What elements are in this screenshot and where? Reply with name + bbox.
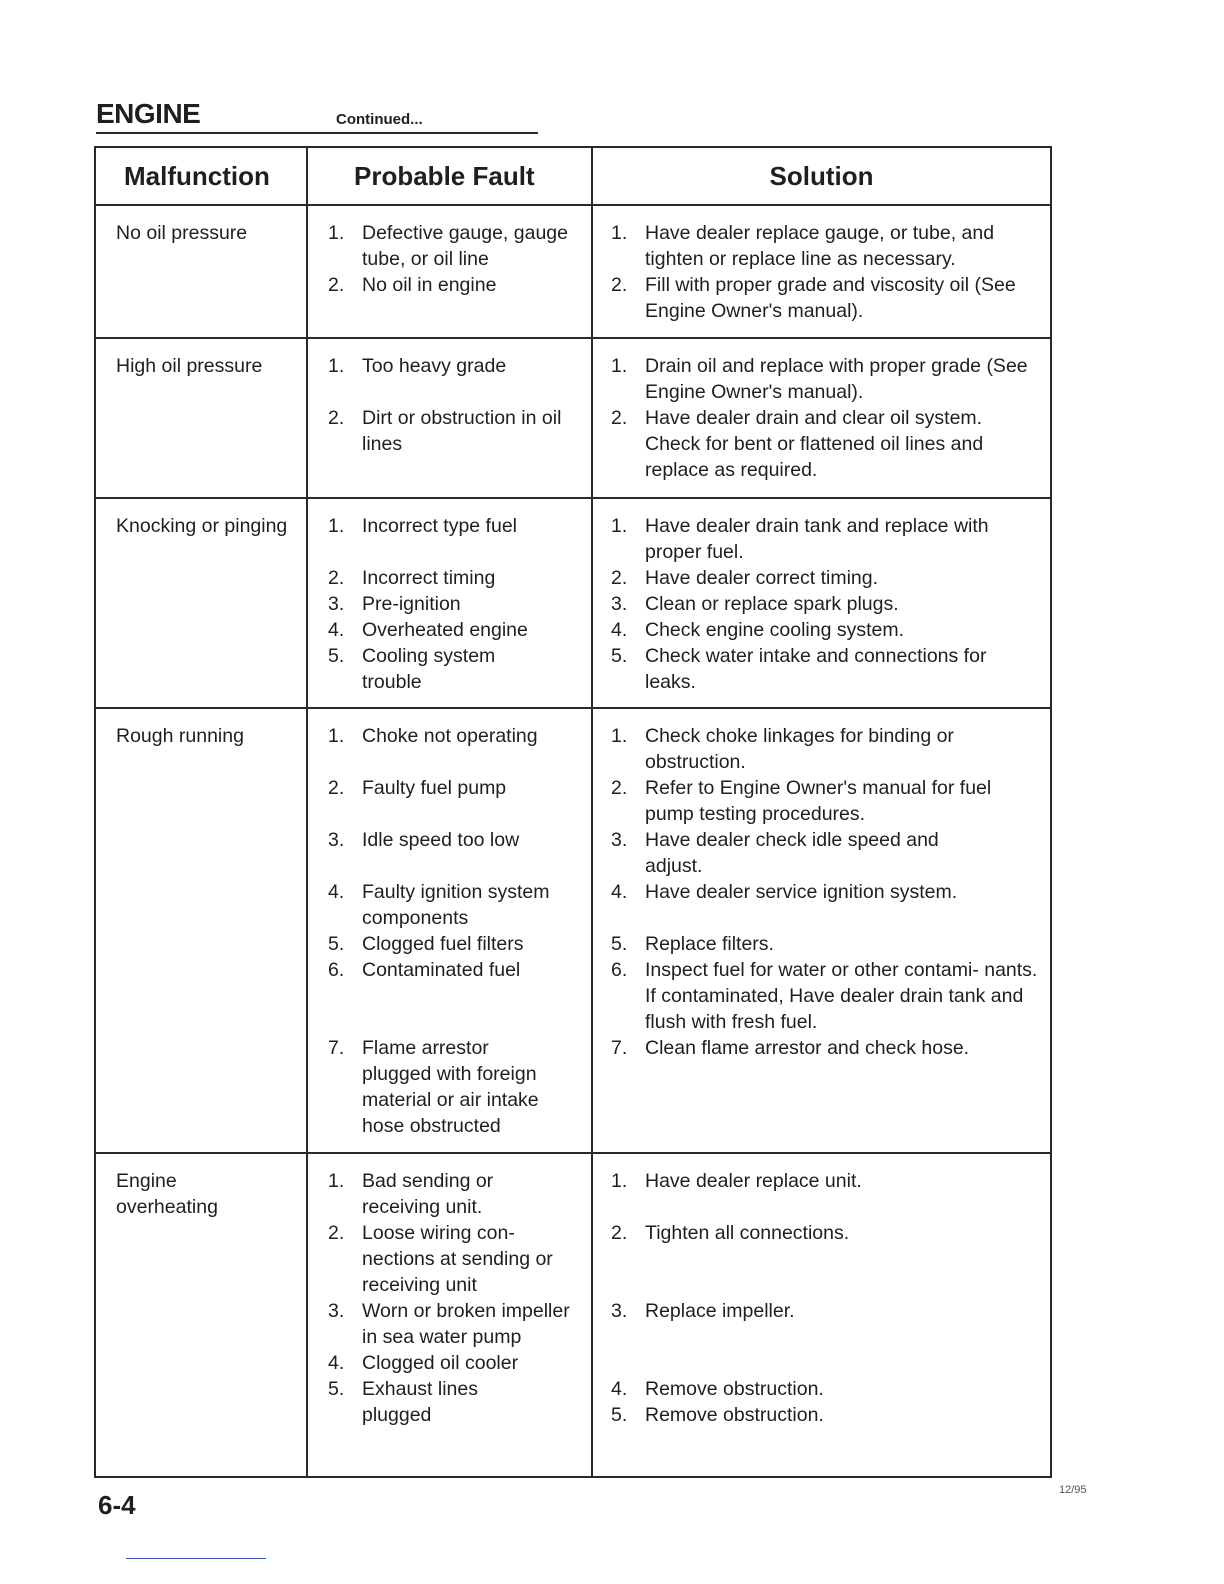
solution-item: 1. Drain oil and replace with proper grade (See Engine Owner's manual). [611, 355, 1028, 403]
solution-item: 6. Inspect fuel for water or other contami- nants. If contaminated, Have dealer drain tank and flush with fresh fuel. [611, 959, 1038, 1033]
fault-item: 4. Clogged oil cooler [328, 1352, 519, 1374]
fault-item: 2. No oil in engine [328, 274, 497, 296]
table-row [96, 499, 1050, 709]
malfunction-cell [96, 1154, 308, 1476]
table-header-row [96, 148, 1050, 206]
table-row [96, 709, 1050, 1154]
section-title: ENGINE [96, 98, 201, 129]
fault-item: 5. Exhaust lines plugged [328, 1378, 478, 1426]
solution-cell [593, 206, 1050, 337]
column-header-malfunction: Malfunction [96, 148, 308, 204]
fault-item: 1. Too heavy grade [328, 355, 507, 377]
solution-item: 2. Tighten all connections. [611, 1222, 850, 1244]
solution-item: 3. Have dealer check idle speed and adjust. [611, 829, 939, 877]
fault-item: 1. Bad sending or receiving unit. [328, 1170, 494, 1218]
fault-item: 2. Faulty fuel pump [328, 777, 507, 799]
solution-item: 3. Replace impeller. [611, 1300, 795, 1322]
column-header-solution: Solution [769, 160, 874, 191]
fault-item: 1. Choke not operating [328, 725, 538, 747]
fault-cell [308, 709, 593, 1152]
fault-item: 3. Worn or broken impeller in sea water pump [328, 1300, 570, 1348]
solution-cell [593, 1154, 1050, 1476]
troubleshooting-table [94, 146, 1052, 1478]
solution-item: 2. Fill with proper grade and viscosity oil (See Engine Owner's manual). [611, 274, 1016, 322]
solution-item: 5. Remove obstruction. [611, 1404, 824, 1426]
solution-item: 2. Have dealer drain and clear oil system. Check for bent or flattened oil lines and replace as required. [611, 407, 984, 481]
fault-item: 3. Pre-ignition [328, 593, 461, 615]
page-number: 6-4 [98, 1490, 136, 1520]
fault-item: 4. Overheated engine [328, 619, 528, 641]
section-header [96, 98, 538, 134]
fault-item: 3. Idle speed too low [328, 829, 520, 851]
fault-cell [308, 206, 593, 337]
solution-item: 4. Remove obstruction. [611, 1378, 824, 1400]
solution-cell [593, 709, 1050, 1152]
fault-cell [308, 1154, 593, 1476]
fault-item: 1. Defective gauge, gauge tube, or oil line [328, 222, 568, 270]
malfunction-cell: High oil pressure [96, 339, 308, 497]
malfunction-cell: No oil pressure [96, 206, 308, 337]
fault-item: 5. Cooling system trouble [328, 645, 496, 693]
fault-item: 2. Loose wiring con- nections at sending or receiving unit [328, 1222, 553, 1296]
fault-item: 5. Clogged fuel filters [328, 933, 524, 955]
solution-item: 4. Have dealer service ignition system. [611, 881, 958, 903]
fault-item: 7. Flame arrestor plugged with foreign material or air intake hose obstructed [328, 1037, 539, 1137]
solution-item: 2. Refer to Engine Owner's manual for fuel pump testing procedures. [611, 777, 992, 825]
solution-item: 5. Check water intake and connections for leaks. [611, 645, 987, 693]
fault-cell [308, 339, 593, 497]
solution-item: 2. Have dealer correct timing. [611, 567, 879, 589]
fault-item: 4. Faulty ignition system components [328, 881, 550, 929]
solution-item: 1. Have dealer drain tank and replace with proper fuel. [611, 515, 989, 563]
fault-item: 1. Incorrect type fuel [328, 515, 517, 537]
solution-item: 4. Check engine cooling system. [611, 619, 905, 641]
malfunction-cell: Rough running [96, 709, 308, 1152]
solution-item: 1. Have dealer replace unit. [611, 1170, 862, 1192]
fault-item: 2. Dirt or obstruction in oil lines [328, 407, 562, 455]
fault-item: 6. Contaminated fuel [328, 959, 521, 981]
fault-cell [308, 499, 593, 707]
table-row [96, 206, 1050, 339]
malfunction-label: Engine overheating [116, 1170, 218, 1218]
continued-label: Continued... [336, 111, 423, 128]
solution-cell [593, 339, 1050, 497]
solution-item: 3. Clean or replace spark plugs. [611, 593, 899, 615]
malfunction-cell: Knocking or pinging [96, 499, 308, 707]
footer-rule [126, 1558, 266, 1559]
solution-item: 1. Have dealer replace gauge, or tube, and tighten or replace line as necessary. [611, 222, 995, 270]
solution-item: 5. Replace filters. [611, 933, 774, 955]
table-row [96, 1154, 1050, 1476]
solution-item: 7. Clean flame arrestor and check hose. [611, 1037, 970, 1059]
solution-cell [593, 499, 1050, 707]
solution-item: 1. Check choke linkages for binding or obstruction. [611, 725, 954, 773]
date-code: 12/95 [1059, 1484, 1087, 1496]
column-header-probable-fault: Probable Fault [308, 148, 593, 204]
table-row [96, 339, 1050, 499]
fault-item: 2. Incorrect timing [328, 567, 496, 589]
